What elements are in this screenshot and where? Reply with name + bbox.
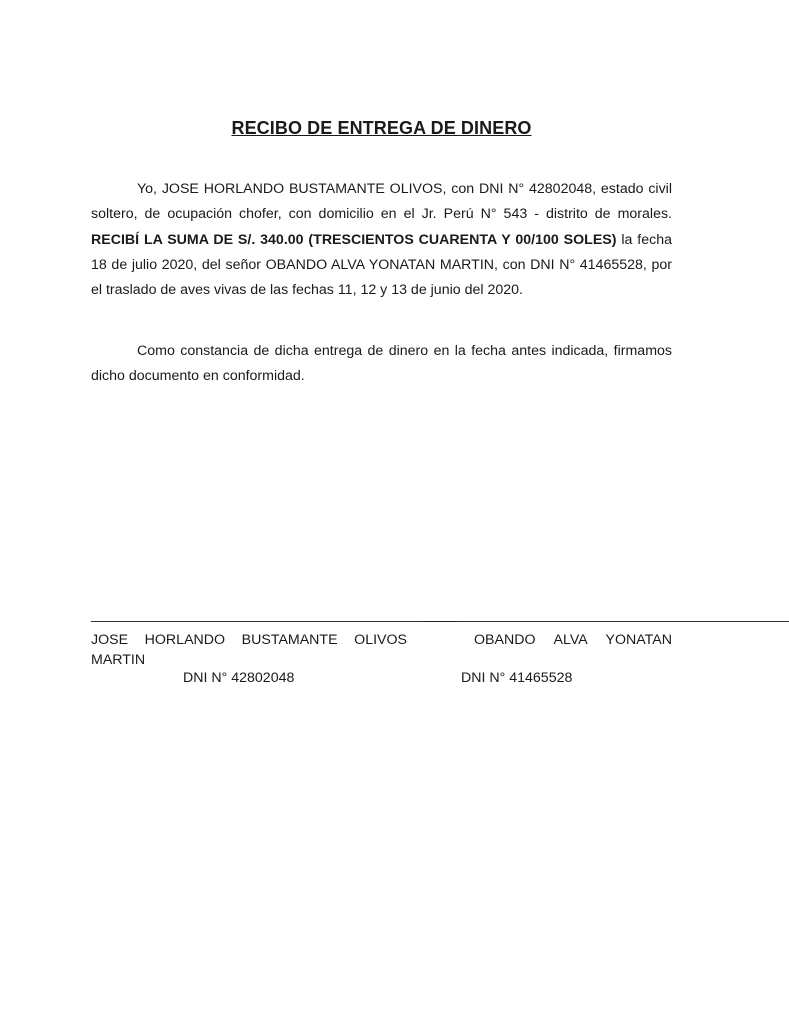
document-title: RECIBO DE ENTREGA DE DINERO (231, 118, 532, 138)
receipt-text-details: la fecha 18 de julio 2020, del señor OBANDO ALVA YONATAN MARTIN, con DNI N° 41465528, por el traslado de aves vivas de las fechas 11, 12 y 13 de junio del 2020. (91, 231, 672, 299)
receipt-text-intro: Yo, JOSE HORLANDO BUSTAMANTE OLIVOS, con DNI N° 42802048, estado civil soltero, de ocupación chofer, con domicilio en el Jr. Perú N° 543 - distrito de morales. (91, 181, 672, 223)
receipt-paragraph (91, 177, 672, 303)
right-signatory-name: OBANDO ALVA YONATAN (474, 632, 672, 648)
left-signatory-name: JOSE HORLANDO BUSTAMANTE OLIVOS (91, 632, 407, 648)
receipt-amount-text: RECIBÍ LA SUMA DE S/. 340.00 (TRESCIENTOS CUARENTA Y 00/100 SOLES) (91, 231, 617, 248)
right-signature-line: _______________________________________________ (423, 606, 789, 622)
conformity-paragraph: Como constancia de dicha entrega de dinero en la fecha antes indicada, firmamos dicho documento en conformidad. (91, 343, 672, 385)
left-signature-line: _______________________________________________ (91, 606, 457, 622)
signatory-names (91, 630, 672, 651)
right-signatory-dni: DNI N° 41465528 (461, 670, 573, 686)
left-signatory-dni: DNI N° 42802048 (183, 670, 295, 686)
right-signatory-name-continued: MARTIN (91, 652, 146, 668)
